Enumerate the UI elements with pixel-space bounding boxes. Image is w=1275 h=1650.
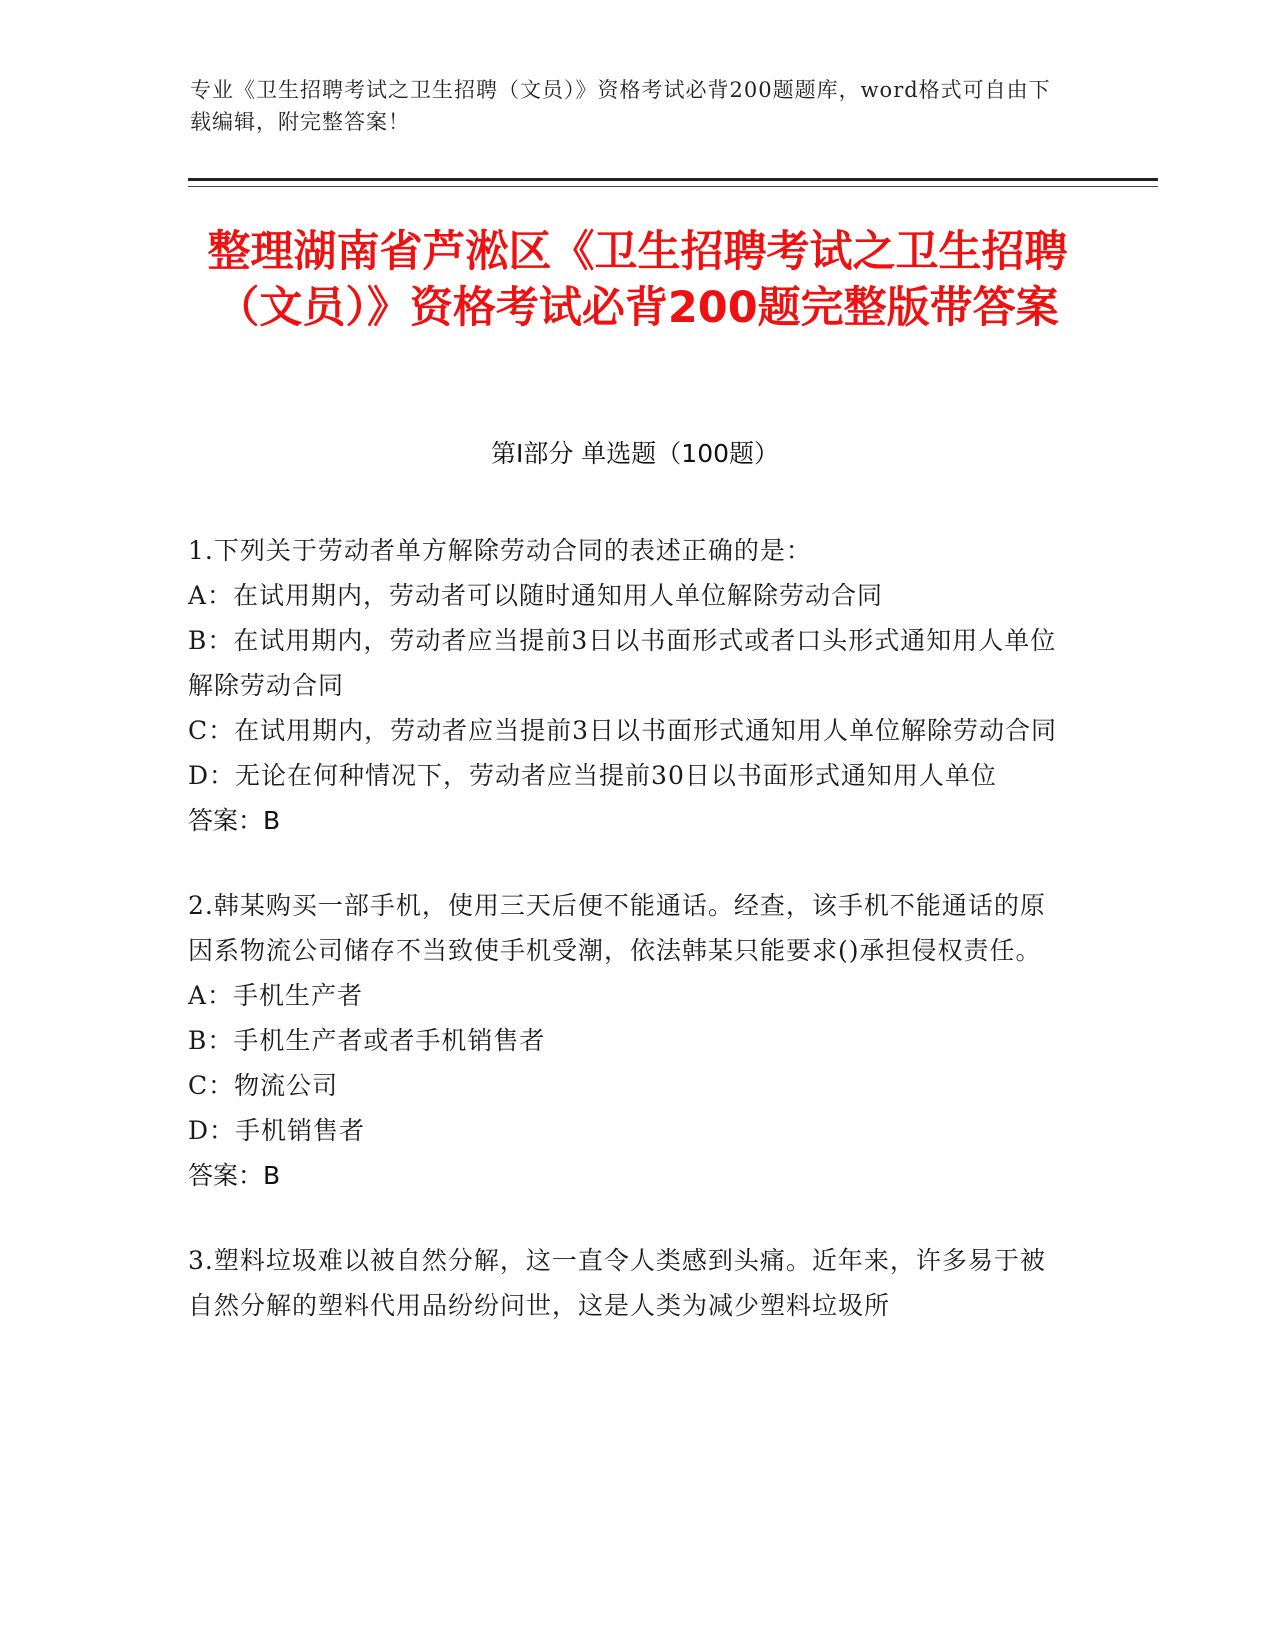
header-divider-thin <box>188 186 1158 187</box>
answer-label: 答案：B <box>188 1161 281 1190</box>
option-c: C：物流公司 <box>188 1071 339 1100</box>
answer-label: 答案：B <box>188 806 281 835</box>
option-c: C：在试用期内，劳动者应当提前3日以书面形式通知用人单位解除劳动合同 <box>188 716 1058 745</box>
question-stem: 1.下列关于劳动者单方解除劳动合同的表述正确的是： <box>188 536 812 565</box>
header-note: 专业《卫生招聘考试之卫生招聘（文员）》资格考试必背200题题库，word格式可自由下载编辑，附完整答案！ <box>190 78 1051 134</box>
section-heading: 第Ⅰ部分 单选题（100题） <box>490 439 780 468</box>
option-b: B：在试用期内，劳动者应当提前3日以书面形式或者口头形式通知用人单位解除劳动合同 <box>188 626 1057 700</box>
option-d: D：手机销售者 <box>188 1116 366 1145</box>
question-list <box>188 528 1068 1328</box>
option-a: A：手机生产者 <box>188 981 364 1010</box>
question-2 <box>188 883 1068 1198</box>
question-stem: 3.塑料垃圾难以被自然分解，这一直令人类感到头痛。近年来，许多易于被自然分解的塑料代用品纷纷问世，这是人类为减少塑料垃圾所 <box>188 1246 1046 1320</box>
question-3 <box>188 1238 1068 1328</box>
question-stem: 2.韩某购买一部手机，使用三天后便不能通话。经查，该手机不能通话的原因系物流公司储存不当致使手机受潮，依法韩某只能要求()承担侵权责任。 <box>188 891 1046 965</box>
document-title: 整理湖南省芦淞区《卫生招聘考试之卫生招聘（文员）》资格考试必背200题完整版带答案 <box>207 227 1068 333</box>
option-d: D：无论在何种情况下，劳动者应当提前30日以书面形式通知用人单位 <box>188 761 997 790</box>
option-a: A：在试用期内，劳动者可以随时通知用人单位解除劳动合同 <box>188 581 884 610</box>
question-1 <box>188 528 1068 843</box>
header-divider-thick <box>188 178 1158 181</box>
option-b: B：手机生产者或者手机销售者 <box>188 1026 546 1055</box>
